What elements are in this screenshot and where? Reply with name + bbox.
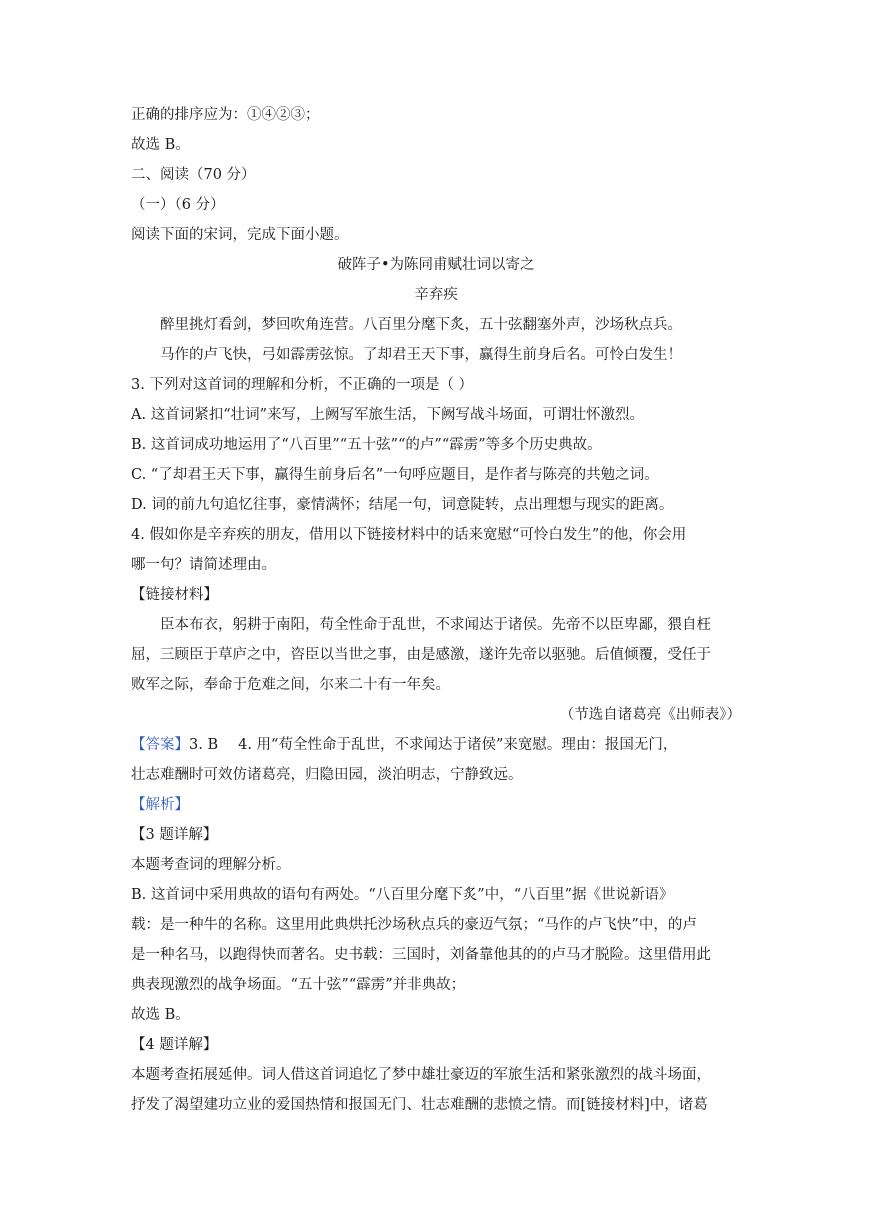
detail-3-heading: 【3 题详解】 — [131, 827, 218, 843]
question-3 — [131, 375, 741, 395]
detail-3-line: 是一种名马，以跑得快而著名。史书载：三国时，刘备靠他其的的卢马才脱险。这里借用此 — [131, 947, 711, 963]
detail-4-line: 本题考查拓展延伸。词人借这首词追忆了梦中雄壮豪迈的军旅生活和紧张激烈的战斗场面， — [131, 1067, 711, 1083]
option-b: B. 这首词成功地运用了“八百里”“五十弦”“的卢”“霹雳”等多个历史典故。 — [131, 437, 602, 453]
link-material-heading: 【链接材料】 — [131, 587, 218, 603]
poem-author: 辛弃疾 — [414, 287, 458, 303]
detail-4-line: 抒发了渴望建功立业的爱国热情和报国无门、壮志难酬的悲愤之情。而[链接材料]中，诸葛 — [131, 1097, 708, 1113]
question-3-text-end: 的一项是（ ） — [381, 377, 474, 393]
poem-line: 马作的卢飞快，弓如霹雳弦惊。了却君王天下事，赢得生前身后名。可怜白发生！ — [160, 347, 682, 363]
section-heading: 二、阅读（70 分） — [131, 167, 256, 183]
answer-tag: 【答案】 — [131, 737, 189, 753]
poem-line: 醉里挑灯看剑，梦回吹角连营。八百里分麾下炙，五十弦翻塞外声，沙场秋点兵。 — [160, 317, 682, 333]
detail-4-heading: 【4 题详解】 — [131, 1037, 218, 1053]
link-material-line: 臣本布衣，躬耕于南阳，苟全性命于乱世，不求闻达于诸侯。先帝不以臣卑鄙，猥自枉 — [160, 617, 711, 633]
emphasis-char: 不 — [337, 377, 353, 393]
link-material-line: 败军之际，奉命于危难之间，尔来二十有一年矣。 — [131, 677, 450, 693]
answer-4: 4. 用“苟全性命于乱世，不求闻达于诸侯”来宽慰。理由：报国无门， — [238, 737, 678, 753]
question-4-cont: 哪一句？请简述理由。 — [131, 557, 276, 573]
analysis-tag: 【解析】 — [131, 797, 189, 813]
answer-line-cont: 壮志难酬时可效仿诸葛亮，归隐田园，淡泊明志，宁静致远。 — [131, 767, 523, 783]
link-material-line: 屈，三顾臣于草庐之中，咨臣以当世之事，由是感激，遂许先帝以驱驰。后值倾覆，受任于 — [131, 647, 711, 663]
answer-3: 3. B — [189, 737, 219, 753]
text-line: 故选 B。 — [131, 137, 190, 153]
detail-3-line: 典表现激烈的战争场面。“五十弦”“霹雳”并非典故； — [131, 977, 466, 993]
emphasis-char: 正 — [352, 377, 367, 393]
detail-3-line: 故选 B。 — [131, 1007, 190, 1023]
question-3-text: 3. 下列对这首词的理解和分析， — [131, 377, 338, 393]
subsection-heading: （一）（6 分） — [131, 197, 225, 213]
emphasis-char: 确 — [366, 377, 382, 393]
link-material-source: （节选自诸葛亮《出师表》） — [559, 707, 741, 723]
option-c: C. “了却君王天下事，赢得生前身后名”一句呼应题目，是作者与陈亮的共勉之词。 — [131, 467, 659, 483]
poem-title: 破阵子•为陈同甫赋壮词以寄之 — [337, 257, 535, 273]
detail-3-line: 载：是一种牛的名称。这里用此典烘托沙场秋点兵的豪迈气氛；“马作的卢飞快”中，的卢 — [131, 917, 697, 933]
detail-3-line: B. 这首词中采用典故的语句有两处。“八百里分麾下炙”中，“八百里”据《世说新语》 — [131, 887, 674, 903]
text-line: 正确的排序应为：①④②③； — [131, 107, 320, 123]
instruction: 阅读下面的宋词，完成下面小题。 — [131, 227, 349, 243]
option-a: A. 这首词紧扣“壮词”来写，上阙写军旅生活，下阙写战斗场面，可谓壮怀激烈。 — [131, 407, 645, 423]
detail-3-line: 本题考查词的理解分析。 — [131, 857, 291, 873]
question-4: 4. 假如你是辛弃疾的朋友，借用以下链接材料中的话来宽慰“可怜白发生”的他，你会用 — [131, 527, 687, 543]
option-d: D. 词的前九句追忆往事，豪情满怀；结尾一句，词意陡转，点出理想与现实的距离。 — [131, 497, 674, 513]
answer-line — [131, 735, 741, 755]
